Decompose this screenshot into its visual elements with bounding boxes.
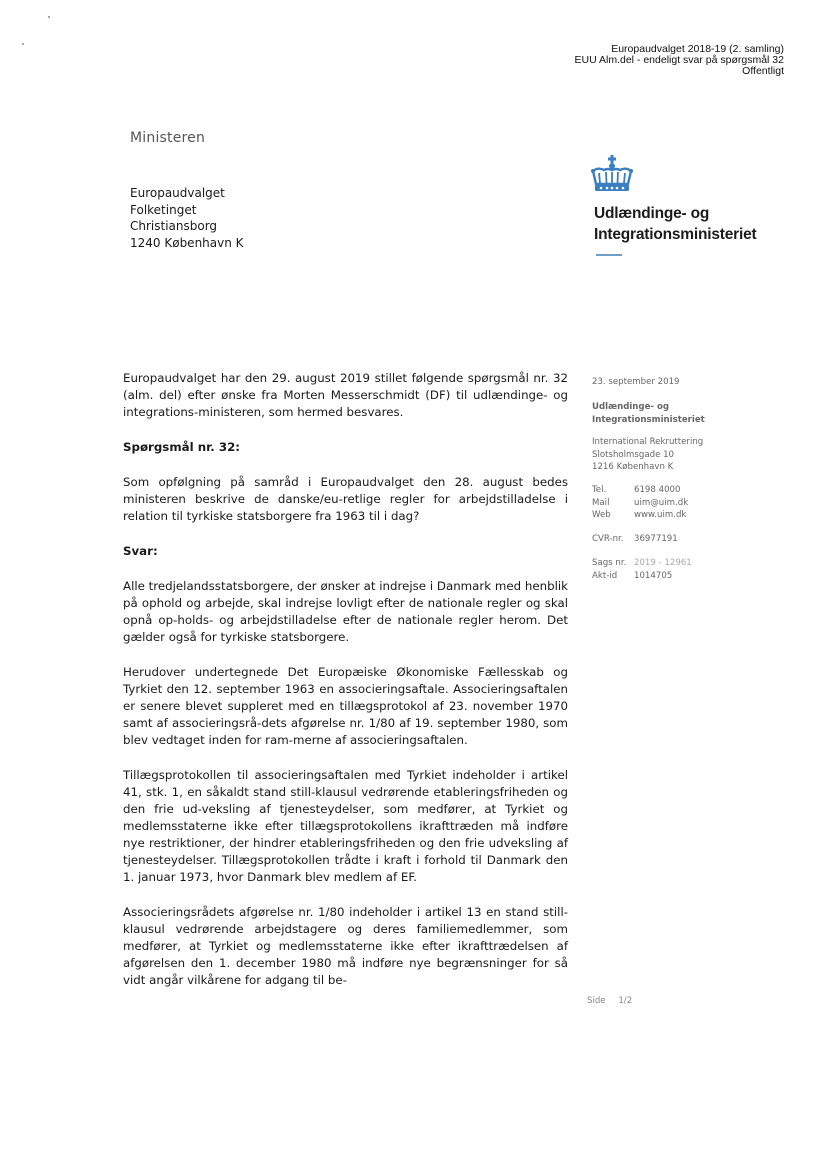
mail-value: uim@uim.dk (634, 497, 689, 508)
cvr-row (592, 533, 678, 546)
answer-paragraph: Tillægsprotokollen til associeringsaftalen med Tyrkiet indeholder i artikel 41, stk. 1, en såkaldt stand still-klausul vedrørende etableringsfriheden og den frie ud-veksling af tjenesteydelser, som medfører, at Tyrkiet og medlemsstaterne ikke efter tillægsprotokollens ikrafttræden må indføre nye restriktioner, der hindrer etableringsfriheden og den frie udveksling af tjenesteydelser. Tillægsprotokollen trådte i kraft i forhold til Danmark den 1. januar 1973, hvor Danmark blev medlem af EF. (123, 768, 568, 884)
sidebar-contact (592, 484, 688, 522)
sidebar-ministry (592, 401, 705, 426)
contact-mail (592, 497, 688, 510)
sidebar-address (592, 436, 703, 474)
sags-label: Sags nr. (592, 558, 627, 568)
intro-paragraph: Europaudvalget har den 29. august 2019 stillet følgende spørgsmål nr. 32 (alm. del) efter ønske fra Morten Messerschmidt (DF) til udlændinge- og integrations-ministeren, som hermed besvares. (123, 371, 568, 419)
web-value: www.uim.dk (634, 510, 687, 520)
document-stamp (574, 44, 784, 77)
page-number: 1/2 (618, 996, 633, 1006)
sender-label: Ministeren (130, 130, 206, 146)
page-indicator (587, 996, 642, 1006)
sidebar-unit: International Rekruttering (592, 437, 704, 447)
akt-row (592, 570, 692, 583)
stamp-line-reference: EUU Alm.del - endeligt svar på spørgsmål 32 (574, 54, 784, 66)
stamp-line-status: Offentligt (742, 65, 784, 77)
tel-label: Tel. (592, 485, 607, 495)
web-label: Web (592, 510, 611, 520)
scan-speck (22, 43, 24, 45)
sidebar-cvr (592, 533, 678, 546)
stamp-line-session: Europaudvalget 2018-19 (2. samling) (611, 43, 784, 55)
recipient-line: Europaudvalget (130, 186, 225, 200)
sags-value: 2019 - 12961 (634, 558, 692, 568)
mail-label: Mail (592, 497, 610, 508)
ministry-name-line: Integrationsministeriet (594, 226, 757, 243)
question-heading: Spørgsmål nr. 32: (123, 440, 240, 454)
cvr-label: CVR-nr. (592, 534, 624, 544)
sidebar-ministry-line: Udlændinge- og (592, 402, 670, 412)
ministry-name (594, 203, 757, 245)
recipient-line: Christiansborg (130, 219, 218, 233)
answer-heading: Svar: (123, 544, 158, 558)
contact-tel (592, 484, 688, 497)
sidebar-city: 1216 København K (592, 462, 674, 472)
letter-body (123, 370, 568, 1007)
akt-value: 1014705 (634, 570, 673, 581)
answer-paragraph: Herudover undertegnede Det Europæiske Økonomiske Fællesskab og Tyrkiet den 12. september 1963 en associeringsaftale. Associeringsaftalen er senere blevet suppleret med en tillægsprotokol af 23. november 1970 samt af associeringsrå-dets afgørelse nr. 1/80 af 19. september 1980, som blev vedtaget inden for ram-merne af associeringsaftalen. (123, 665, 568, 747)
akt-label: Akt-id (592, 570, 618, 581)
recipient-line: Folketinget (130, 202, 197, 217)
recipient-line: 1240 København K (130, 235, 244, 250)
ministry-name-line: Udlændinge- og (594, 205, 710, 222)
answer-paragraph: Alle tredjelandsstatsborgere, der ønsker at indrejse i Danmark med henblik på ophold og arbejde, skal indrejse lovligt efter de nationale regler og skal opnå op-holds- og arbejdstilladelse efter de nationale regler herom. Det gælder også for tyrkiske statsborgere. (123, 579, 568, 644)
answer-paragraph: Associeringsrådets afgørelse nr. 1/80 indeholder i artikel 13 en stand still-klausul vedrørende arbejdstagere og deres familiemedlemmer, som medfører, at Tyrkiet og medlemsstaterne ikke efter ikrafttrædelsen af afgørelsen den 1. december 1980 må indføre nye begrænsninger for så vidt angår vilkårene for adgang til be- (123, 905, 568, 987)
recipient-address (130, 185, 244, 251)
question-paragraph: Som opfølgning på samråd i Europaudvalget den 28. august bedes ministeren beskrive de danske/eu-retlige regler for arbejdstilladelse i relation til tyrkiske statsborgere fra 1963 til i dag? (123, 475, 568, 523)
sags-row (592, 557, 692, 570)
sidebar-case (592, 557, 692, 582)
tel-value: 6198 4000 (634, 485, 681, 495)
contact-web (592, 509, 688, 522)
sidebar-ministry-line: Integrationsministeriet (592, 414, 705, 425)
sidebar-street: Slotsholmsgade 10 (592, 449, 675, 460)
side-label: Side (587, 996, 606, 1006)
ministry-divider (596, 254, 622, 256)
scan-speck (48, 16, 50, 18)
crown-icon (590, 155, 634, 197)
cvr-value: 36977191 (634, 534, 678, 544)
letter-date: 23. september 2019 (592, 377, 680, 387)
